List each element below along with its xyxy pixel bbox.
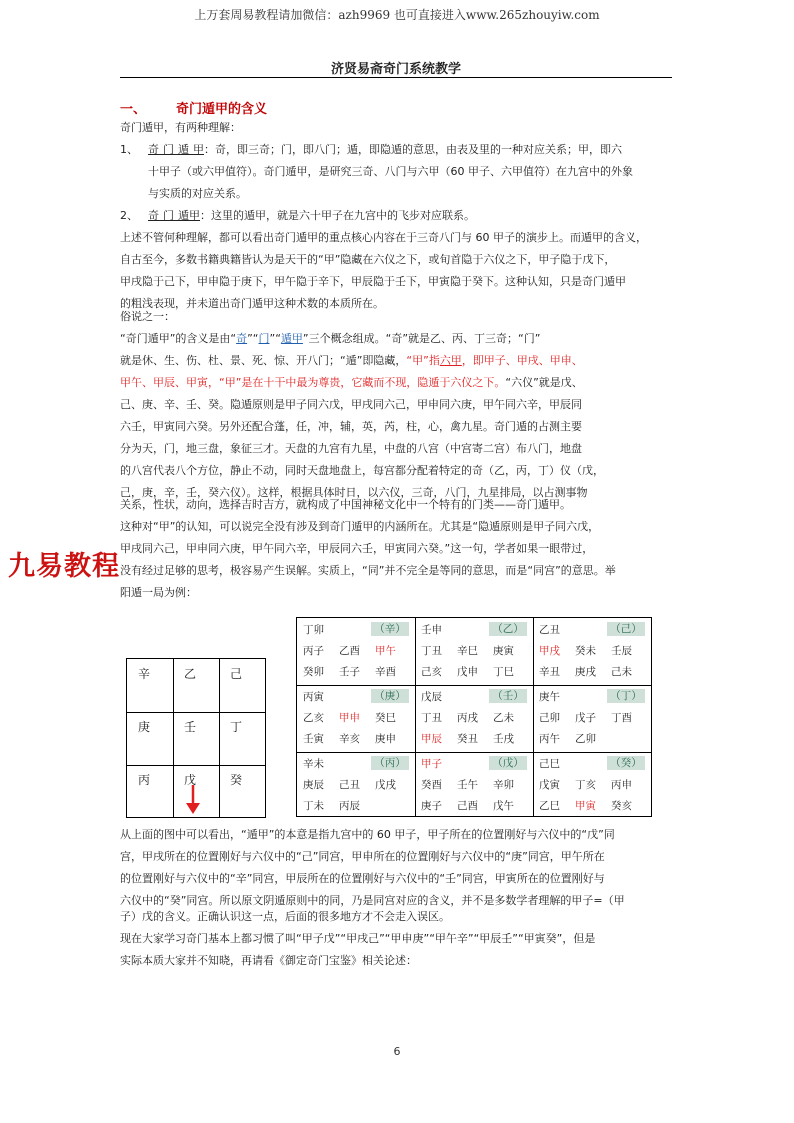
palace-tag: （癸）: [607, 756, 645, 770]
section-title: 奇门遁甲的含义: [176, 102, 268, 117]
palace-stem: 己亥: [421, 666, 442, 678]
palace-tag: （丁）: [607, 689, 645, 703]
palace-stem: 丙戌: [457, 712, 478, 724]
paragraph-6-line4: 六仪中的“癸”同宫。所以原文阴遁原则中的同，乃是同宫对应的含义，并不是多数学者理解的甲子=（甲: [120, 894, 625, 907]
palace-stem: 壬戌: [493, 733, 514, 745]
paragraph-5-line3: 没有经过足够的思考，极容易产生误解。实质上，“同”并不完全是等同的意思，而是“同宫”的意思。举: [120, 564, 616, 577]
palace-stem: 辛亥: [339, 733, 360, 745]
text: “六仪”就是戊、: [505, 376, 583, 389]
grid-cell: 戊: [184, 773, 197, 787]
palace-stem: 庚辰: [303, 779, 324, 791]
palace-stem: 己酉: [457, 800, 478, 812]
palace-stem: 癸亥: [611, 800, 632, 812]
palace-stem: 丁未: [303, 800, 324, 812]
grid-cell: 庚: [138, 720, 151, 734]
big-grid: [296, 617, 652, 817]
palace-stem: 癸酉: [421, 779, 442, 791]
palace-head: 己巳: [539, 758, 560, 770]
grid-line: [533, 618, 534, 816]
paragraph-5-line1: 这种对“甲”的认知，可以说完全没有涉及到奇门遁甲的内涵所在。尤其是“隐遁原则是甲子同六戊，: [120, 520, 600, 533]
palace-stem: 甲寅: [575, 800, 596, 812]
palace-stem: 癸卯: [303, 666, 324, 678]
palace-stem: 甲午: [375, 645, 396, 657]
palace-stem: 壬午: [457, 779, 478, 791]
highlight-text: “甲”: [406, 354, 429, 367]
paragraph-4-line7: 的八宫代表八个方位，静止不动，同时天盘地盘上，每宫都分配着特定的奇（乙，丙，丁）仪（戊，: [120, 464, 604, 477]
grid-cell: 癸: [230, 773, 243, 787]
list-text: ：奇，即三奇；门，即八门；遁，即隐遁的意思，由表及里的一种对应关系；甲，即六: [204, 143, 622, 156]
palace-tag: （辛）: [371, 622, 409, 636]
paragraph-4-line8: 己，庚，辛，壬，癸六仪）。这样，根据具体时日，以六仪，三奇，八门，九星排局，以占测事物: [120, 486, 588, 499]
palace-stem: 丙午: [539, 733, 560, 745]
palace-stem: 丙子: [303, 645, 324, 657]
highlight-text: 指: [428, 354, 440, 367]
paragraph-4-line9: 关系，性状，动向，选择吉时吉方，就构成了中国神秘文化中一个特有的门类——奇门遁甲。: [120, 498, 571, 511]
section-heading: [120, 98, 267, 117]
grid-line: [297, 685, 651, 686]
palace-stem: 己卯: [539, 712, 560, 724]
palace-tag: （庚）: [371, 689, 409, 703]
palace-stem: 庚子: [421, 800, 442, 812]
palace-stem: 癸未: [575, 645, 596, 657]
palace-stem: 己丑: [339, 779, 360, 791]
palace-tag: （乙）: [489, 622, 527, 636]
paragraph-6-line1: 从上面的图中可以看出，“遁甲”的本意是指九宫中的 60 甲子，甲子所在的位置刚好与六仪中的“戊”同: [120, 828, 615, 841]
palace-stem: 甲戌: [539, 645, 560, 657]
paragraph-2-line1: 上述不管何种理解，都可以看出奇门遁甲的重点核心内容在于三奇八门与 60 甲子的演步上。而遁甲的含义，: [120, 231, 647, 244]
grid-cell: 丙: [138, 773, 151, 787]
text: ”“: [269, 332, 281, 345]
text: “奇门遁甲”的含义是由“: [120, 332, 237, 345]
grid-line: [415, 618, 416, 816]
palace-stem: 辛酉: [375, 666, 396, 678]
palace-stem: 丁丑: [421, 645, 442, 657]
palace-stem: 戊申: [457, 666, 478, 678]
palace-stem: 丁亥: [575, 779, 596, 791]
paragraph-4-line1: [120, 328, 676, 350]
grid-cell: 辛: [138, 667, 151, 681]
list-number: 1、: [120, 143, 138, 156]
palace-stem: 乙未: [493, 712, 514, 724]
paragraph-3: 俗说之一：: [120, 310, 175, 323]
term-dunjia: 遁甲: [178, 209, 200, 222]
palace-stem: 丁丑: [421, 712, 442, 724]
section-number: 一、: [120, 102, 147, 117]
palace-stem: 戊戌: [375, 779, 396, 791]
palace-stem: 辛巳: [457, 645, 478, 657]
list-item-1: [120, 139, 676, 161]
paragraph-4-line4: 己、庚、辛、壬、癸。隐遁原则是甲子同六戊，甲戌同六己，甲申同六庚，甲午同六辛，甲辰同: [120, 398, 582, 411]
palace-tag: （壬）: [489, 689, 527, 703]
palace-tag: （己）: [607, 622, 645, 636]
palace-tag: （丙）: [371, 756, 409, 770]
text: 就是休、生、伤、杜、景、死、惊、开八门；“遁”即隐藏，: [120, 354, 407, 367]
grid-cell: 壬: [184, 720, 197, 734]
palace-head: 戊辰: [421, 691, 442, 703]
palace-head: 丙寅: [303, 691, 324, 703]
palace-stem: 丙辰: [339, 800, 360, 812]
highlight-text: 甲午、甲辰、甲寅，“甲”是在十干中最为尊贵，它藏而不现，隐遁于六仪之下。: [120, 376, 506, 389]
palace-head: 丁卯: [303, 624, 324, 636]
top-banner: 上万套周易教程请加微信：azh9969 也可直接进入www.265zhouyiw.com: [194, 8, 600, 22]
paragraph-7-line1: 现在大家学习奇门基本上都习惯了叫“甲子戊”“甲戌己”“甲申庚”“甲午辛”“甲辰壬”“甲寅癸”，但是: [120, 932, 596, 945]
text: ”“: [247, 332, 259, 345]
list-item-2: [120, 205, 676, 227]
palace-stem: 癸巳: [375, 712, 396, 724]
palace-head: 庚午: [539, 691, 560, 703]
list-item-1-line3: 与实质的对应关系。: [148, 187, 247, 200]
palace-stem: 丁酉: [611, 712, 632, 724]
palace-stem: 戊子: [575, 712, 596, 724]
title-divider: [120, 77, 672, 78]
palace-stem: 辛丑: [539, 666, 560, 678]
term-dun: 遁: [178, 143, 193, 156]
palace-head: 辛未: [303, 758, 324, 770]
palace-stem: 庚申: [375, 733, 396, 745]
palace-stem: 壬寅: [303, 733, 324, 745]
paragraph-7-line2: 实际本质大家并不知晓，再请看《御定奇门宝鉴》相关论述：: [120, 954, 417, 967]
grid-cell: 乙: [184, 667, 197, 681]
palace-head: 壬申: [421, 624, 442, 636]
palace-stem: 戊寅: [539, 779, 560, 791]
grid-line: [297, 752, 651, 753]
palace-stem: 甲申: [339, 712, 360, 724]
palace-stem: 乙卯: [575, 733, 596, 745]
paragraph-5-line2: 甲戌同六己，甲申同六庚，甲午同六辛，甲辰同六壬，甲寅同六癸。”这一句，学者如果一眼带过，: [120, 542, 594, 555]
palace-stem: 己未: [611, 666, 632, 678]
list-item-1-line2: 十甲子（或六甲值符）。奇门遁甲，是研究三奇、八门与六甲（60 甲子、六甲值符）在九宫中的外象: [148, 165, 633, 178]
paragraph-4-line3: [120, 372, 676, 394]
palace-stem: 丁巳: [493, 666, 514, 678]
term-qi: 奇: [148, 209, 163, 222]
list-number: 2、: [120, 209, 138, 222]
palace-stem: 癸丑: [457, 733, 478, 745]
palace-stem: 戊午: [493, 800, 514, 812]
paragraph-4-line6: 分为天，门，地三盘，象征三才。天盘的九宫有九星，中盘的八宫（中宫寄二宫）布八门，地盘: [120, 442, 582, 455]
document-title: 济贤易斋奇门系统教学: [330, 62, 461, 77]
paragraph-intro: 奇门遁甲，有两种理解：: [120, 121, 241, 134]
paragraph-6-line2: 宫，甲戌所在的位置刚好与六仪中的“己”同宫，甲申所在的位置刚好与六仪中的“庚”同宫，甲午所在: [120, 850, 605, 863]
palace-stem: 辛卯: [493, 779, 514, 791]
term-qi-link: 奇: [236, 332, 248, 345]
page-number: 6: [393, 1045, 401, 1058]
paragraph-4-line5: 六壬，甲寅同六癸。另外还配合蓬，任，冲，辅，英，芮，柱，心，禽九星。奇门遁的占测主要: [120, 420, 582, 433]
paragraph-5-line4: 阳遁一局为例：: [120, 586, 197, 599]
watermark-logo: 九易教程: [8, 551, 120, 582]
term-dunjia-link: 遁甲: [280, 332, 303, 345]
grid-cell: 丁: [230, 720, 243, 734]
paragraph-2-line3: 甲戌隐于己下，甲申隐于庚下，甲午隐于辛下，甲辰隐于壬下，甲寅隐于癸下。这种认知，只是奇门遁甲: [120, 275, 626, 288]
palace-head: 甲子: [421, 758, 442, 770]
paragraph-6-line3: 的位置刚好与六仪中的“辛”同宫，甲辰所在的位置刚好与六仪中的“壬”同宫，甲寅所在的位置刚好与: [120, 872, 605, 885]
palace-stem: 壬辰: [611, 645, 632, 657]
palace-head: 乙丑: [539, 624, 560, 636]
palace-stem: 乙巳: [539, 800, 560, 812]
palace-stem: 丙申: [611, 779, 632, 791]
palace-stem: 庚寅: [493, 645, 514, 657]
paragraph-6-line5: 子）戊的含义。正确认识这一点，后面的很多地方才不会走入误区。: [120, 910, 450, 923]
small-grid: [126, 658, 266, 818]
palace-stem: 庚戌: [575, 666, 596, 678]
down-arrow-icon: [185, 785, 201, 815]
palace-stem: 甲辰: [421, 733, 442, 745]
paragraph-2-line4: 的粗浅表现，并未道出奇门遁甲这种术数的本质所在。: [120, 297, 384, 310]
text: ”三个概念组成。“奇”就是乙、丙、丁三奇；“门”: [302, 332, 541, 345]
palace-stem: 壬子: [339, 666, 360, 678]
term-men: 门: [163, 143, 178, 156]
term-jia: 甲: [193, 143, 204, 156]
term-qi: 奇: [148, 143, 163, 156]
term-men-link: 门: [258, 332, 270, 345]
paragraph-2-line2: 自古至今，多数书籍典籍皆认为是天干的“甲”隐藏在六仪之下，或旬首隐于六仪之下，甲子隐于戊下，: [120, 253, 616, 266]
paragraph-4-line2: [120, 350, 676, 372]
palace-tag: （戊）: [489, 756, 527, 770]
grid-cell: 己: [230, 667, 243, 681]
term-men: 门: [163, 209, 178, 222]
palace-stem: 乙亥: [303, 712, 324, 724]
highlight-text: ，即甲子、甲戌、甲申、: [461, 354, 583, 367]
highlight-text: 六甲: [439, 354, 462, 367]
list-text: ：这里的遁甲，就是六十甲子在九宫中的飞步对应联系。: [200, 209, 475, 222]
palace-stem: 乙酉: [339, 645, 360, 657]
